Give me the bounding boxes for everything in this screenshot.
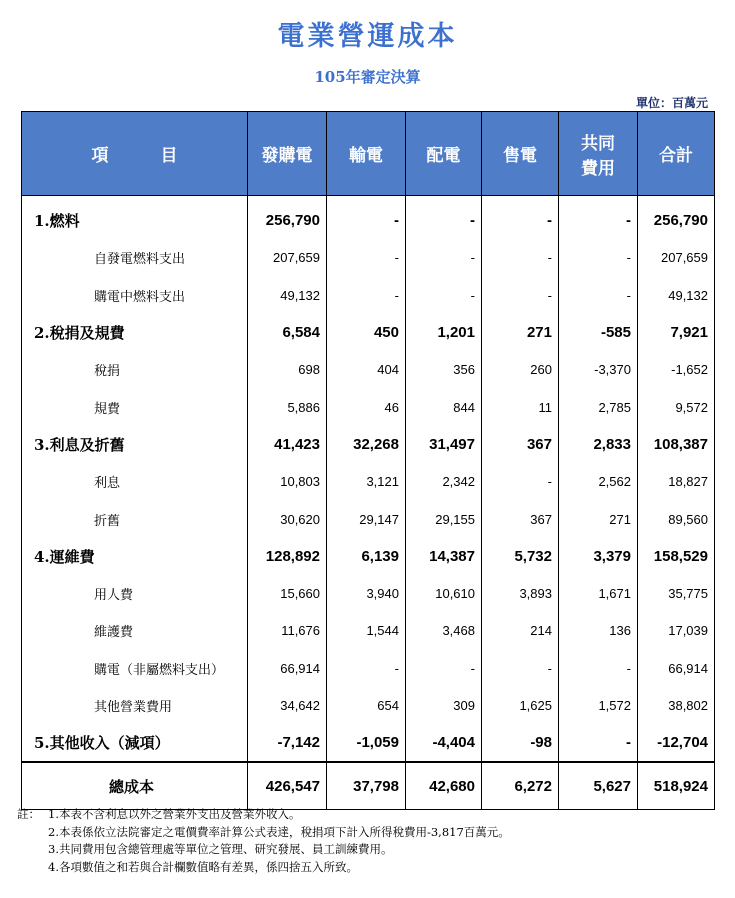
cell-value: -3,370 xyxy=(559,351,638,388)
category-row xyxy=(22,426,715,463)
cell-value: - xyxy=(482,650,559,687)
cell-value: -7,142 xyxy=(248,724,327,762)
item-row xyxy=(22,388,715,425)
row-label: 2.稅捐及規費 xyxy=(22,314,248,351)
cell-value: 1,671 xyxy=(559,575,638,612)
cell-value: 18,827 xyxy=(638,463,715,500)
item-row xyxy=(22,575,715,612)
cell-value: 34,642 xyxy=(248,687,327,724)
notes xyxy=(17,806,510,876)
cell-value: 1,544 xyxy=(327,612,406,649)
page-title: 電業營運成本 xyxy=(277,21,458,52)
cell-value: 5,732 xyxy=(482,538,559,575)
cell-value: 5,886 xyxy=(248,388,327,425)
cell-value: 256,790 xyxy=(638,196,715,240)
cell-value: -12,704 xyxy=(638,724,715,762)
cell-value: -4,404 xyxy=(406,724,482,762)
cell-value: 404 xyxy=(327,351,406,388)
cell-value: 29,147 xyxy=(327,500,406,537)
cell-value: 271 xyxy=(482,314,559,351)
cell-value: - xyxy=(482,196,559,240)
cell-value: - xyxy=(327,239,406,276)
cell-value: - xyxy=(559,277,638,314)
total-value: 6,272 xyxy=(482,762,559,810)
cell-value: 698 xyxy=(248,351,327,388)
header-generation: 發購電 xyxy=(248,112,327,196)
total-value: 37,798 xyxy=(327,762,406,810)
cell-value: 11 xyxy=(482,388,559,425)
item-row xyxy=(22,277,715,314)
cell-value: 3,940 xyxy=(327,575,406,612)
cell-value: 10,610 xyxy=(406,575,482,612)
row-label: 自發電燃料支出 xyxy=(22,239,248,276)
cell-value: 309 xyxy=(406,687,482,724)
cell-value: -1,059 xyxy=(327,724,406,762)
cell-value: 49,132 xyxy=(638,277,715,314)
cell-value: 35,775 xyxy=(638,575,715,612)
cell-value: -585 xyxy=(559,314,638,351)
cell-value: 41,423 xyxy=(248,426,327,463)
total-value: 42,680 xyxy=(406,762,482,810)
cell-value: 10,803 xyxy=(248,463,327,500)
header-common: 共同 費用 xyxy=(559,112,638,196)
cell-value: 29,155 xyxy=(406,500,482,537)
category-row xyxy=(22,196,715,240)
cell-value: 128,892 xyxy=(248,538,327,575)
item-row xyxy=(22,612,715,649)
cell-value: 260 xyxy=(482,351,559,388)
item-row xyxy=(22,500,715,537)
row-label: 其他營業費用 xyxy=(22,687,248,724)
cell-value: 3,379 xyxy=(559,538,638,575)
row-label: 維護費 xyxy=(22,612,248,649)
row-label: 1.燃料 xyxy=(22,196,248,240)
page-subtitle: 105年審定決算 xyxy=(314,68,421,86)
item-row xyxy=(22,239,715,276)
cell-value: 136 xyxy=(559,612,638,649)
cell-value: 2,562 xyxy=(559,463,638,500)
cell-value: 11,676 xyxy=(248,612,327,649)
cost-table xyxy=(21,111,715,810)
cell-value: - xyxy=(482,277,559,314)
cell-value: - xyxy=(482,463,559,500)
unit-label: 單位：百萬元 xyxy=(635,96,708,110)
row-label: 用人費 xyxy=(22,575,248,612)
cell-value: 2,833 xyxy=(559,426,638,463)
cell-value: 1,572 xyxy=(559,687,638,724)
item-row xyxy=(22,650,715,687)
note-1: 註： 1.本表不含利息以外之營業外支出及營業外收入。 xyxy=(17,807,301,821)
cell-value: - xyxy=(559,196,638,240)
row-label: 規費 xyxy=(22,388,248,425)
cell-value: 3,121 xyxy=(327,463,406,500)
cell-value: 2,342 xyxy=(406,463,482,500)
total-row xyxy=(22,762,715,810)
cell-value: - xyxy=(327,650,406,687)
cell-value: 1,201 xyxy=(406,314,482,351)
cell-value: 207,659 xyxy=(638,239,715,276)
cell-value: 214 xyxy=(482,612,559,649)
total-label: 總成本 xyxy=(22,762,248,810)
cell-value: 30,620 xyxy=(248,500,327,537)
category-row xyxy=(22,724,715,762)
cell-value: 1,625 xyxy=(482,687,559,724)
header-item: 項 目 xyxy=(22,112,248,196)
cell-value: 256,790 xyxy=(248,196,327,240)
note-4: 4.各項數值之和若與合計欄數值略有差異，係四捨五入所致。 xyxy=(48,859,358,874)
cell-value: 207,659 xyxy=(248,239,327,276)
cell-value: - xyxy=(482,239,559,276)
total-value: 5,627 xyxy=(559,762,638,810)
category-row xyxy=(22,314,715,351)
cell-value: - xyxy=(406,650,482,687)
cell-value: 158,529 xyxy=(638,538,715,575)
cell-value: 66,914 xyxy=(248,650,327,687)
row-label: 購電中燃料支出 xyxy=(22,277,248,314)
cell-value: 6,584 xyxy=(248,314,327,351)
row-label: 3.利息及折舊 xyxy=(22,426,248,463)
cell-value: - xyxy=(327,277,406,314)
cell-value: 32,268 xyxy=(327,426,406,463)
cell-value: 367 xyxy=(482,500,559,537)
note-3: 3.共同費用包含總管理處等單位之管理、研究發展、員工訓練費用。 xyxy=(48,842,393,856)
total-value: 518,924 xyxy=(638,762,715,810)
row-label: 利息 xyxy=(22,463,248,500)
cell-value: - xyxy=(406,239,482,276)
item-row xyxy=(22,463,715,500)
header-transmission: 輸電 xyxy=(327,112,406,196)
cell-value: 654 xyxy=(327,687,406,724)
cell-value: 356 xyxy=(406,351,482,388)
cell-value: 89,560 xyxy=(638,500,715,537)
cell-value: 9,572 xyxy=(638,388,715,425)
header-sales: 售電 xyxy=(482,112,559,196)
cell-value: 14,387 xyxy=(406,538,482,575)
item-row xyxy=(22,687,715,724)
cell-value: 3,893 xyxy=(482,575,559,612)
row-label: 購電（非屬燃料支出） xyxy=(22,650,248,687)
cell-value: 7,921 xyxy=(638,314,715,351)
row-label: 稅捐 xyxy=(22,351,248,388)
row-label: 5.其他收入（減項） xyxy=(22,724,248,762)
cell-value: 271 xyxy=(559,500,638,537)
cell-value: 38,802 xyxy=(638,687,715,724)
item-row xyxy=(22,351,715,388)
cell-value: 3,468 xyxy=(406,612,482,649)
cell-value: - xyxy=(327,196,406,240)
note-2: 2.本表係依立法院審定之電價費率計算公式表達，稅捐項下計入所得稅費用-3,817百萬元。 xyxy=(48,824,510,839)
cell-value: 49,132 xyxy=(248,277,327,314)
row-label: 折舊 xyxy=(22,500,248,537)
header-total: 合計 xyxy=(638,112,715,196)
cell-value: - xyxy=(559,239,638,276)
cell-value: 2,785 xyxy=(559,388,638,425)
cell-value: - xyxy=(559,650,638,687)
cell-value: 66,914 xyxy=(638,650,715,687)
cell-value: 367 xyxy=(482,426,559,463)
cell-value: -98 xyxy=(482,724,559,762)
cell-value: 17,039 xyxy=(638,612,715,649)
cell-value: 15,660 xyxy=(248,575,327,612)
header-distribution: 配電 xyxy=(406,112,482,196)
cell-value: - xyxy=(406,196,482,240)
cell-value: - xyxy=(559,724,638,762)
cell-value: 844 xyxy=(406,388,482,425)
category-row xyxy=(22,538,715,575)
cell-value: 450 xyxy=(327,314,406,351)
total-value: 426,547 xyxy=(248,762,327,810)
row-label: 4.運維費 xyxy=(22,538,248,575)
cell-value: 108,387 xyxy=(638,426,715,463)
cell-value: -1,652 xyxy=(638,351,715,388)
header-row xyxy=(22,112,715,196)
cell-value: - xyxy=(406,277,482,314)
cell-value: 6,139 xyxy=(327,538,406,575)
cell-value: 31,497 xyxy=(406,426,482,463)
cell-value: 46 xyxy=(327,388,406,425)
